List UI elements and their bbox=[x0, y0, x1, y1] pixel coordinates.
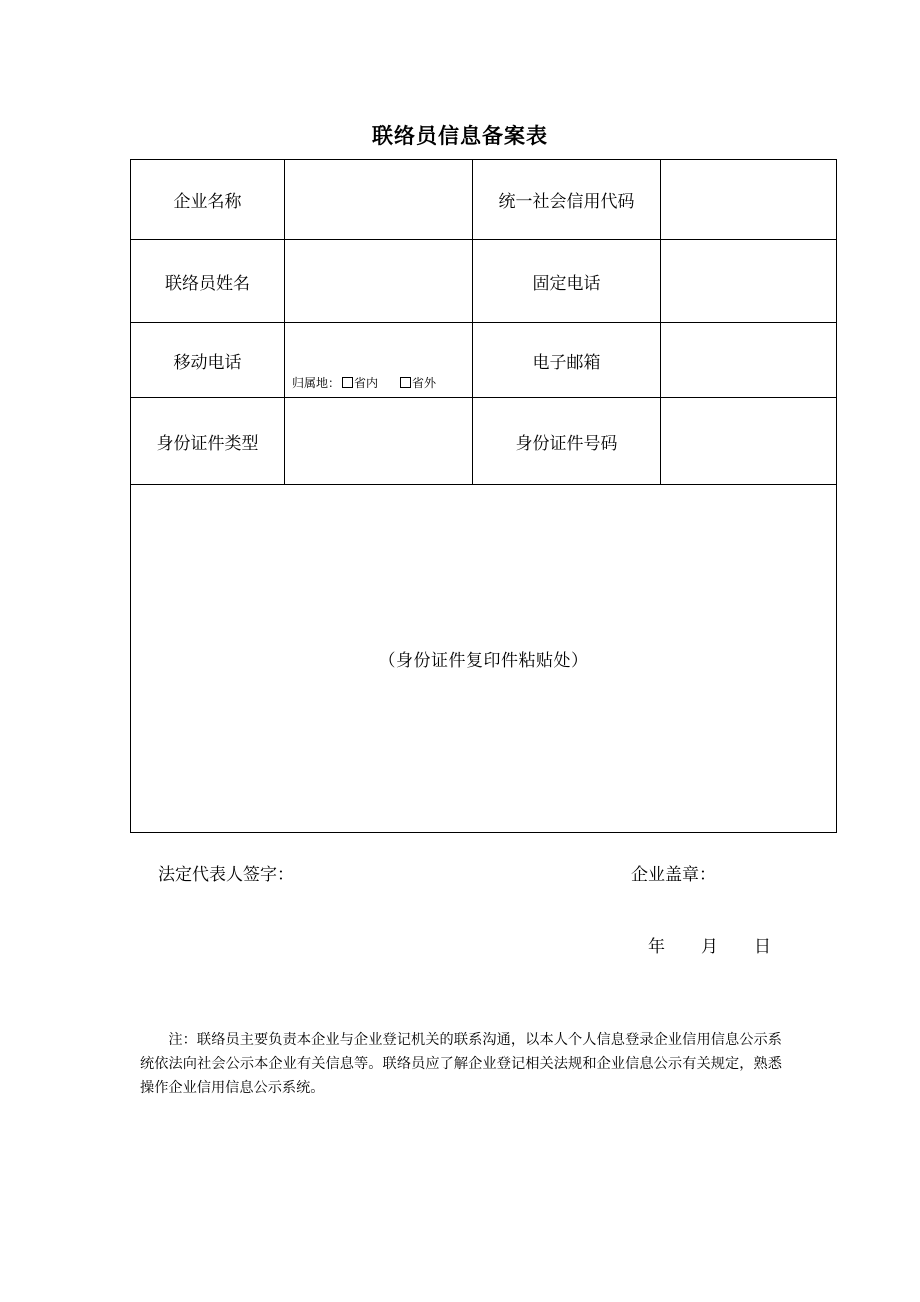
id-number-field[interactable] bbox=[661, 398, 837, 485]
note-paragraph bbox=[140, 1028, 782, 1100]
id-type-label: 身份证件类型 bbox=[131, 398, 285, 485]
page-title: 联络员信息备案表 bbox=[372, 124, 548, 148]
in-province-checkbox[interactable] bbox=[342, 377, 353, 388]
liaison-name-label: 联络员姓名 bbox=[131, 240, 285, 323]
registration-form-table bbox=[130, 159, 837, 833]
liaison-name-field[interactable] bbox=[285, 240, 473, 323]
company-seal-label: 企业盖章： bbox=[631, 865, 716, 885]
date-month-label: 月 bbox=[701, 937, 718, 957]
note-text: 注：联络员主要负责本企业与企业登记机关的联系沟通，以本人个人信息登录企业信用信息公示系统依法向社会公示本企业有关信息等。联络员应了解企业登记相关法规和企业信息公示有关规定，熟悉操作企业信用信息公示系统。 bbox=[140, 1032, 782, 1096]
form-row-mobile bbox=[131, 323, 837, 398]
id-type-field[interactable] bbox=[285, 398, 473, 485]
legal-representative-signature-label: 法定代表人签字： bbox=[158, 865, 294, 885]
in-province-label: 省内 bbox=[354, 376, 379, 390]
date-line bbox=[648, 932, 771, 957]
email-label: 电子邮箱 bbox=[473, 323, 661, 398]
origin-selector bbox=[292, 374, 436, 391]
out-province-checkbox[interactable] bbox=[400, 377, 411, 388]
email-field[interactable] bbox=[661, 323, 837, 398]
landline-label: 固定电话 bbox=[473, 240, 661, 323]
form-row-id bbox=[131, 398, 837, 485]
form-row-liaison bbox=[131, 240, 837, 323]
date-year-label: 年 bbox=[648, 937, 665, 957]
company-name-label: 企业名称 bbox=[131, 160, 285, 240]
form-row-company bbox=[131, 160, 837, 240]
out-province-label: 省外 bbox=[412, 376, 437, 390]
date-day-label: 日 bbox=[754, 937, 771, 957]
origin-label: 归属地： bbox=[292, 376, 341, 390]
credit-code-field[interactable] bbox=[661, 160, 837, 240]
company-name-field[interactable] bbox=[285, 160, 473, 240]
id-copy-paste-area: （身份证件复印件粘贴处） bbox=[131, 485, 837, 833]
credit-code-label: 统一社会信用代码 bbox=[473, 160, 661, 240]
id-number-label: 身份证件号码 bbox=[473, 398, 661, 485]
landline-field[interactable] bbox=[661, 240, 837, 323]
mobile-field[interactable] bbox=[285, 323, 473, 398]
form-row-paste bbox=[131, 485, 837, 833]
mobile-label: 移动电话 bbox=[131, 323, 285, 398]
